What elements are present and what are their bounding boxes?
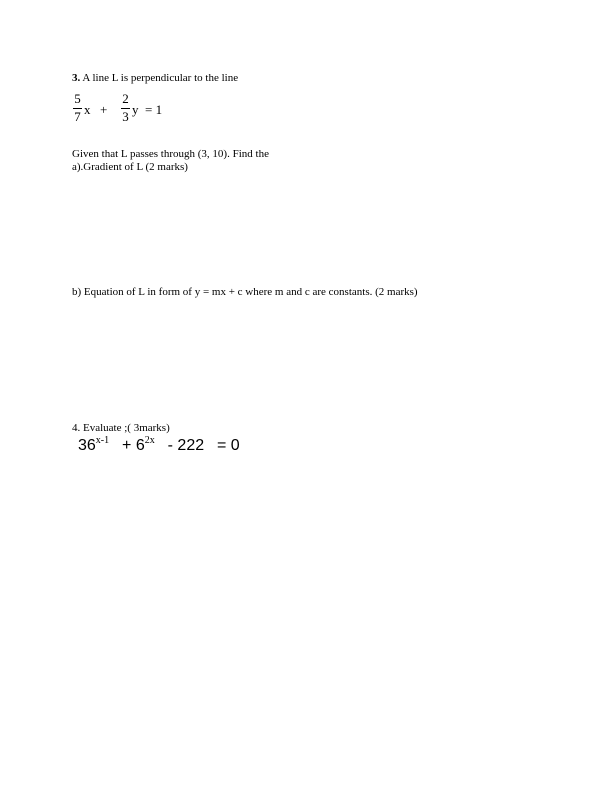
question-3-intro: A line L is perpendicular to the line <box>80 72 239 84</box>
equals-one: = 1 <box>145 102 163 117</box>
equals-zero: = 0 <box>217 437 240 454</box>
numerator: 5 <box>74 91 81 106</box>
exponent-x-minus-1: x-1 <box>95 435 110 446</box>
question-3-heading <box>72 72 238 85</box>
variable-y: y <box>132 102 139 117</box>
exponent-2x: 2x <box>144 435 155 446</box>
exponential-equation <box>78 436 240 458</box>
given-statement: Given that L passes through (3, 10). Find the <box>72 148 269 160</box>
part-b-prompt: b) Equation of L in form of y = mx + c where m and c are constants. (2 marks) <box>72 286 418 298</box>
numerator: 2 <box>122 91 129 106</box>
line-equation <box>72 92 192 132</box>
denominator: 7 <box>74 109 81 124</box>
plus-sign: + <box>100 102 108 117</box>
question-3-number: 3. <box>72 72 81 84</box>
base-36: 36 <box>78 437 96 454</box>
question-4-heading: 4. Evaluate ;( 3marks) <box>72 422 170 434</box>
variable-x: x <box>84 102 91 117</box>
plus-six: + 6 <box>122 437 145 454</box>
minus-222: - 222 <box>167 437 205 454</box>
part-a-prompt: a).Gradient of L (2 marks) <box>72 161 188 173</box>
denominator: 3 <box>122 109 129 124</box>
